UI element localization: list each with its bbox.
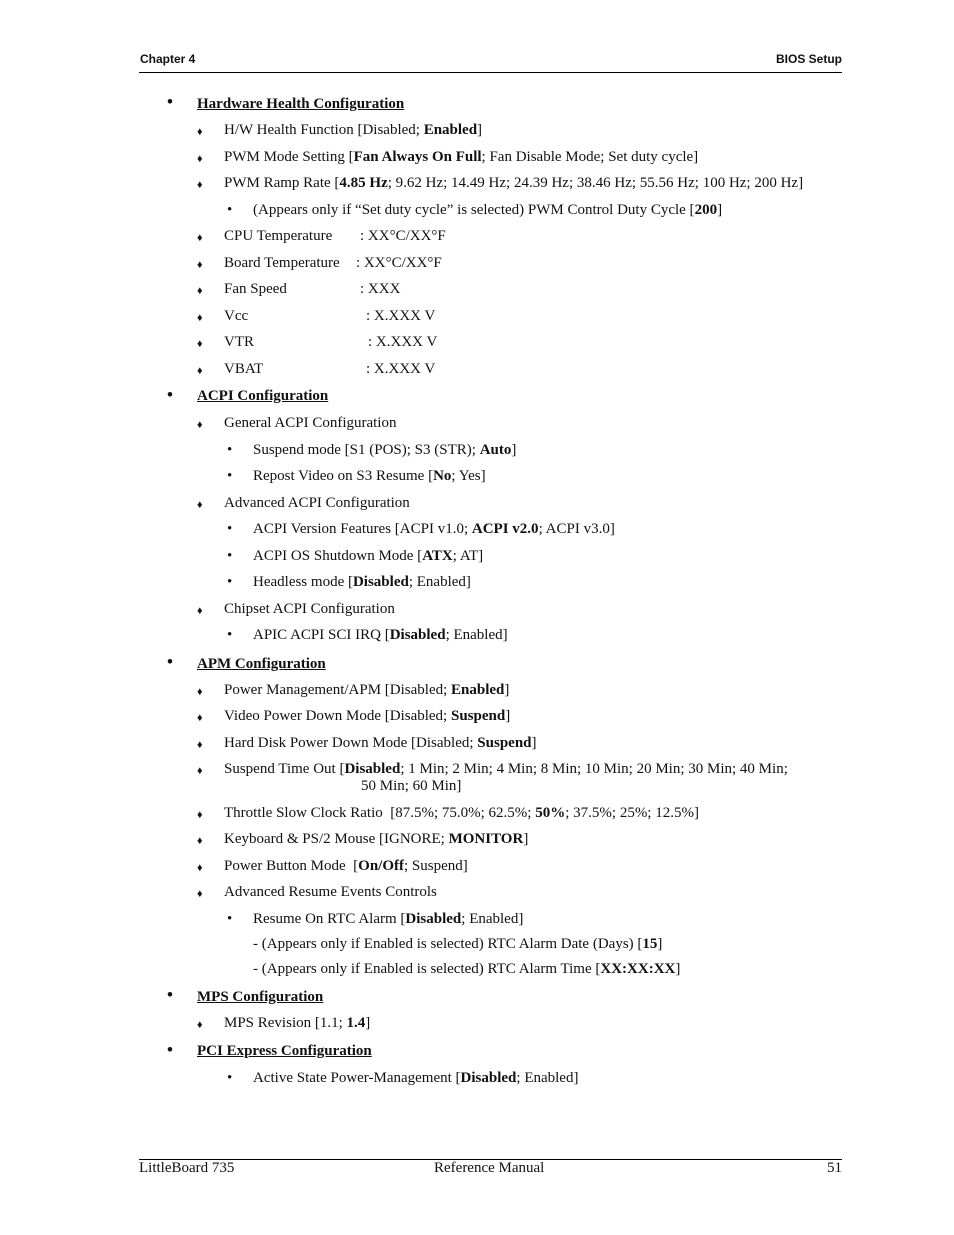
readout-vtr-value: : X.XXX V [368, 334, 438, 350]
item-bullet: ♦ [197, 419, 203, 431]
item-bullet: ♦ [197, 153, 203, 165]
section-label: BIOS Setup [775, 52, 842, 66]
item-bullet: ♦ [197, 765, 203, 777]
sub-bullet: • [227, 574, 233, 590]
setting-hard-disk-power-down: Hard Disk Power Down Mode [Disabled; Suspend] [224, 735, 537, 751]
section-bullet: • [167, 1040, 173, 1059]
readout-vcc-value: : X.XXX V [366, 308, 436, 324]
item-bullet: ♦ [197, 179, 203, 191]
item-bullet: ♦ [197, 126, 203, 138]
sub-bullet: • [227, 468, 233, 484]
page-number: 51 [827, 1160, 842, 1176]
setting-mps-revision: MPS Revision [1.1; 1.4] [224, 1015, 371, 1031]
setting-suspend-time-out: Suspend Time Out [Disabled; 1 Min; 2 Min; 4 Min; 8 Min; 10 Min; 20 Min; 30 Min; 40 Min; [224, 761, 788, 777]
sub-bullet: • [227, 202, 233, 218]
item-bullet: ♦ [197, 605, 203, 617]
item-bullet: ♦ [197, 259, 203, 271]
setting-apic-acpi-sci-irq: APIC ACPI SCI IRQ [Disabled; Enabled] [253, 627, 508, 643]
section-title-pci-express: PCI Express Configuration [197, 1043, 372, 1059]
item-bullet: ♦ [197, 888, 203, 900]
setting-active-state-power-management: Active State Power-Management [Disabled; Enabled] [253, 1070, 579, 1086]
setting-video-power-down: Video Power Down Mode [Disabled; Suspend] [224, 708, 511, 724]
setting-suspend-time-out-continued: 50 Min; 60 Min] [361, 778, 462, 794]
setting-repost-video: Repost Video on S3 Resume [No; Yes] [253, 468, 486, 484]
section-title-apm: APM Configuration [197, 656, 326, 672]
readout-vbat-label: VBAT [224, 361, 264, 377]
readout-fan-speed-value: : XXX [360, 281, 401, 297]
sub-bullet: • [227, 1070, 233, 1086]
item-bullet: ♦ [197, 499, 203, 511]
footer-product: LittleBoard 735 [139, 1160, 235, 1176]
sub-bullet: • [227, 548, 233, 564]
item-bullet: ♦ [197, 712, 203, 724]
readout-cpu-temp-value: : XX°C/XX°F [360, 228, 446, 244]
item-bullet: ♦ [197, 835, 203, 847]
setting-pwm-ramp-rate: PWM Ramp Rate [4.85 Hz; 9.62 Hz; 14.49 Hz; 24.39 Hz; 38.46 Hz; 55.56 Hz; 100 Hz; 200 Hz] [224, 175, 804, 191]
readout-vtr-label: VTR [224, 334, 254, 350]
readout-board-temp-label: Board Temperature [224, 255, 340, 271]
readout-vbat-value: : X.XXX V [366, 361, 436, 377]
item-bullet: ♦ [197, 285, 203, 297]
setting-resume-on-rtc-alarm: Resume On RTC Alarm [Disabled; Enabled] [253, 911, 524, 927]
footer-manual-title: Reference Manual [434, 1160, 545, 1176]
section-title-mps: MPS Configuration [197, 989, 324, 1005]
setting-throttle-slow-clock: Throttle Slow Clock Ratio [87.5%; 75.0%; 62.5%; 50%; 37.5%; 25%; 12.5%] [224, 805, 699, 821]
group-general-acpi: General ACPI Configuration [224, 415, 397, 431]
setting-rtc-alarm-time: - (Appears only if Enabled is selected) RTC Alarm Time [XX:XX:XX] [253, 961, 681, 977]
item-bullet: ♦ [197, 1019, 203, 1031]
item-bullet: ♦ [197, 232, 203, 244]
setting-hw-health-function: H/W Health Function [Disabled; Enabled] [224, 122, 483, 138]
group-chipset-acpi: Chipset ACPI Configuration [224, 601, 395, 617]
readout-cpu-temp-label: CPU Temperature [224, 228, 333, 244]
sub-bullet: • [227, 442, 233, 458]
sub-bullet: • [227, 911, 233, 927]
item-bullet: ♦ [197, 809, 203, 821]
setting-acpi-os-shutdown: ACPI OS Shutdown Mode [ATX; AT] [253, 548, 484, 564]
section-bullet: • [167, 92, 173, 111]
sub-bullet: • [227, 521, 233, 537]
chapter-label: Chapter 4 [140, 52, 196, 66]
section-title-hardware-health: Hardware Health Configuration [197, 96, 405, 112]
item-bullet: ♦ [197, 862, 203, 874]
header-rule [139, 72, 842, 73]
section-title-acpi: ACPI Configuration [197, 388, 329, 404]
section-bullet: • [167, 985, 173, 1004]
item-bullet: ♦ [197, 365, 203, 377]
setting-rtc-alarm-date: - (Appears only if Enabled is selected) RTC Alarm Date (Days) [15] [253, 936, 663, 952]
item-bullet: ♦ [197, 338, 203, 350]
sub-bullet: • [227, 627, 233, 643]
setting-headless-mode: Headless mode [Disabled; Enabled] [253, 574, 471, 590]
group-advanced-resume-events: Advanced Resume Events Controls [224, 884, 437, 900]
section-bullet: • [167, 652, 173, 671]
item-bullet: ♦ [197, 312, 203, 324]
group-advanced-acpi: Advanced ACPI Configuration [224, 495, 410, 511]
readout-board-temp-value: : XX°C/XX°F [356, 255, 442, 271]
setting-pwm-mode: PWM Mode Setting [Fan Always On Full; Fan Disable Mode; Set duty cycle] [224, 149, 699, 165]
item-bullet: ♦ [197, 686, 203, 698]
setting-power-button-mode: Power Button Mode [On/Off; Suspend] [224, 858, 468, 874]
setting-pwm-duty-cycle: (Appears only if “Set duty cycle” is selected) PWM Control Duty Cycle [200] [253, 202, 723, 218]
readout-fan-speed-label: Fan Speed [224, 281, 287, 297]
readout-vcc-label: Vcc [224, 308, 249, 324]
setting-acpi-version: ACPI Version Features [ACPI v1.0; ACPI v2.0; ACPI v3.0] [253, 521, 615, 537]
section-bullet: • [167, 385, 173, 404]
item-bullet: ♦ [197, 739, 203, 751]
setting-power-management: Power Management/APM [Disabled; Enabled] [224, 682, 510, 698]
setting-keyboard-ps2-mouse: Keyboard & PS/2 Mouse [IGNORE; MONITOR] [224, 831, 529, 847]
setting-suspend-mode: Suspend mode [S1 (POS); S3 (STR); Auto] [253, 442, 517, 458]
